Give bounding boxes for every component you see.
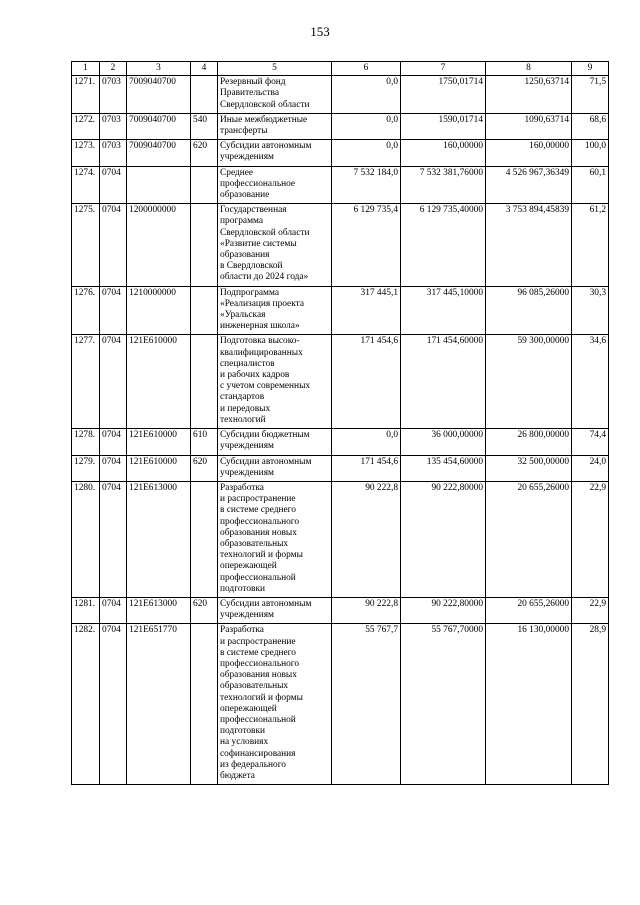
- item-name-line: Среднее: [220, 167, 254, 178]
- item-name-line: и распространение: [220, 636, 296, 647]
- refined-amount-cell: 160,00000: [401, 140, 486, 166]
- item-name-line: учреждениям: [220, 467, 274, 478]
- section-code-cell: 0703: [100, 76, 127, 114]
- executed-amount-cell: 20 655,26000: [486, 481, 572, 597]
- item-name-line: в системе среднего: [220, 505, 296, 516]
- target-article-cell: 7009040700: [127, 76, 191, 114]
- column-header: 1: [72, 62, 100, 76]
- item-name-line: и передовых: [220, 403, 271, 414]
- row-number-cell: 1271.: [72, 76, 100, 114]
- section-code-cell: 0704: [100, 455, 127, 481]
- planned-amount-cell: 171 454,6: [332, 455, 401, 481]
- execution-percent-cell: 68,6: [572, 113, 609, 139]
- section-code-cell: 0704: [100, 166, 127, 204]
- item-name-line: области до 2024 года»: [220, 272, 309, 283]
- item-name-line: «Реализация проекта: [220, 298, 305, 309]
- section-code-cell: 0704: [100, 204, 127, 286]
- target-article-cell: 121E613000: [127, 597, 191, 623]
- execution-percent-cell: 60,1: [572, 166, 609, 204]
- item-name-line: учреждениям: [220, 441, 274, 452]
- expense-type-cell: [191, 335, 218, 429]
- executed-amount-cell: 160,00000: [486, 140, 572, 166]
- execution-percent-cell: 22,9: [572, 597, 609, 623]
- table-row: [72, 597, 609, 623]
- executed-amount-cell: 3 753 894,45839: [486, 204, 572, 286]
- section-code-cell: 0704: [100, 624, 127, 785]
- refined-amount-cell: 7 532 381,76000: [401, 166, 486, 204]
- item-name-line: опережающей: [220, 561, 277, 572]
- executed-amount-cell: 16 130,00000: [486, 624, 572, 785]
- refined-amount-cell: 90 222,80000: [401, 481, 486, 597]
- item-name-line: бюджета: [220, 770, 255, 781]
- table-row: [72, 455, 609, 481]
- item-name-line: «Уральская: [220, 310, 266, 321]
- executed-amount-cell: 26 800,00000: [486, 429, 572, 455]
- executed-amount-cell: 96 085,26000: [486, 286, 572, 335]
- item-name-line: Резервный фонд: [220, 77, 286, 88]
- item-name-line: софинансирования: [220, 748, 296, 759]
- expense-type-cell: 610: [191, 429, 218, 455]
- item-name-line: в системе среднего: [220, 647, 296, 658]
- execution-percent-cell: 61,2: [572, 204, 609, 286]
- execution-percent-cell: 71,5: [572, 76, 609, 114]
- item-name-cell: [218, 286, 332, 335]
- row-number-cell: 1277.: [72, 335, 100, 429]
- row-number-cell: 1272.: [72, 113, 100, 139]
- item-name-line: образование: [220, 190, 270, 201]
- item-name-cell: [218, 455, 332, 481]
- expense-type-cell: 620: [191, 597, 218, 623]
- item-name-cell: [218, 624, 332, 785]
- column-header: 3: [127, 62, 191, 76]
- expense-type-cell: [191, 624, 218, 785]
- section-code-cell: 0704: [100, 335, 127, 429]
- target-article-cell: 7009040700: [127, 113, 191, 139]
- refined-amount-cell: 1590,01714: [401, 113, 486, 139]
- target-article-cell: 121E610000: [127, 455, 191, 481]
- item-name-line: образовательных: [220, 538, 289, 549]
- table-row: [72, 204, 609, 286]
- item-name-line: подготовки: [220, 726, 266, 737]
- item-name-line: «Развитие системы: [220, 238, 297, 249]
- item-name-line: образования: [220, 250, 270, 261]
- item-name-cell: [218, 166, 332, 204]
- execution-percent-cell: 28,9: [572, 624, 609, 785]
- item-name-line: специалистов: [220, 358, 275, 369]
- refined-amount-cell: 90 222,80000: [401, 597, 486, 623]
- item-name-cell: [218, 335, 332, 429]
- section-code-cell: 0704: [100, 286, 127, 335]
- target-article-cell: [127, 166, 191, 204]
- item-name-line: в Свердловской: [220, 261, 283, 272]
- table-row: [72, 286, 609, 335]
- section-code-cell: 0704: [100, 481, 127, 597]
- header-row: [72, 62, 609, 76]
- item-name-line: образовательных: [220, 681, 289, 692]
- row-number-cell: 1282.: [72, 624, 100, 785]
- expense-type-cell: [191, 76, 218, 114]
- table-row: [72, 113, 609, 139]
- column-header: 6: [332, 62, 401, 76]
- item-name-line: из федерального: [220, 759, 286, 770]
- item-name-line: программа: [220, 216, 264, 227]
- column-header: 2: [100, 62, 127, 76]
- execution-percent-cell: 30,3: [572, 286, 609, 335]
- execution-percent-cell: 22,9: [572, 481, 609, 597]
- refined-amount-cell: 1750,01714: [401, 76, 486, 114]
- item-name-line: профессионального: [220, 658, 300, 669]
- item-name-line: Свердловской области: [220, 227, 310, 238]
- column-header: 7: [401, 62, 486, 76]
- column-header: 5: [218, 62, 332, 76]
- expense-type-cell: [191, 204, 218, 286]
- item-name-line: с учетом современных: [220, 381, 311, 392]
- item-name-line: опережающей: [220, 703, 277, 714]
- item-name-line: Правительства: [220, 88, 279, 99]
- column-header: 9: [572, 62, 609, 76]
- item-name-cell: [218, 204, 332, 286]
- executed-amount-cell: 32 500,00000: [486, 455, 572, 481]
- item-name-line: и рабочих кадров: [220, 370, 290, 381]
- item-name-line: технологий: [220, 414, 266, 425]
- target-article-cell: 1210000000: [127, 286, 191, 335]
- planned-amount-cell: 317 445,1: [332, 286, 401, 335]
- item-name-line: профессиональное: [220, 178, 296, 189]
- item-name-line: и распространение: [220, 494, 296, 505]
- planned-amount-cell: 171 454,6: [332, 335, 401, 429]
- planned-amount-cell: 7 532 184,0: [332, 166, 401, 204]
- row-number-cell: 1278.: [72, 429, 100, 455]
- executed-amount-cell: 59 300,00000: [486, 335, 572, 429]
- section-code-cell: 0704: [100, 429, 127, 455]
- item-name-line: инженерная школа»: [220, 321, 300, 332]
- target-article-cell: 1200000000: [127, 204, 191, 286]
- target-article-cell: 121E613000: [127, 481, 191, 597]
- target-article-cell: 121E610000: [127, 335, 191, 429]
- target-article-cell: 121E651770: [127, 624, 191, 785]
- item-name-cell: [218, 140, 332, 166]
- refined-amount-cell: 171 454,60000: [401, 335, 486, 429]
- item-name-line: Субсидии бюджетным: [220, 430, 310, 441]
- expense-type-cell: 620: [191, 140, 218, 166]
- item-name-line: профессиональной: [220, 714, 296, 725]
- item-name-line: профессиональной: [220, 572, 296, 583]
- execution-percent-cell: 34,6: [572, 335, 609, 429]
- target-article-cell: 7009040700: [127, 140, 191, 166]
- row-number-cell: 1274.: [72, 166, 100, 204]
- expense-type-cell: 620: [191, 455, 218, 481]
- item-name-line: Подготовка высоко-: [220, 336, 300, 347]
- column-header: 4: [191, 62, 218, 76]
- item-name-line: на условиях: [220, 737, 269, 748]
- item-name-line: Иные межбюджетные: [220, 114, 308, 125]
- item-name-line: Разработка: [220, 625, 264, 636]
- item-name-cell: [218, 597, 332, 623]
- row-number-cell: 1279.: [72, 455, 100, 481]
- item-name-cell: [218, 113, 332, 139]
- execution-percent-cell: 24,0: [572, 455, 609, 481]
- table-row: [72, 481, 609, 597]
- planned-amount-cell: 0,0: [332, 429, 401, 455]
- table-row: [72, 166, 609, 204]
- table-row: [72, 335, 609, 429]
- item-name-line: профессионального: [220, 516, 300, 527]
- expense-type-cell: [191, 166, 218, 204]
- item-name-line: Подпрограмма: [220, 287, 280, 298]
- refined-amount-cell: 6 129 735,40000: [401, 204, 486, 286]
- item-name-line: Разработка: [220, 482, 264, 493]
- section-code-cell: 0703: [100, 140, 127, 166]
- refined-amount-cell: 135 454,60000: [401, 455, 486, 481]
- planned-amount-cell: 55 767,7: [332, 624, 401, 785]
- row-number-cell: 1276.: [72, 286, 100, 335]
- item-name-cell: [218, 76, 332, 114]
- refined-amount-cell: 55 767,70000: [401, 624, 486, 785]
- row-number-cell: 1273.: [72, 140, 100, 166]
- budget-table: [71, 61, 609, 785]
- page-number: 153: [310, 24, 330, 39]
- row-number-cell: 1275.: [72, 204, 100, 286]
- planned-amount-cell: 0,0: [332, 140, 401, 166]
- planned-amount-cell: 90 222,8: [332, 481, 401, 597]
- section-code-cell: 0703: [100, 113, 127, 139]
- planned-amount-cell: 90 222,8: [332, 597, 401, 623]
- item-name-line: образования новых: [220, 670, 297, 681]
- executed-amount-cell: 1090,63714: [486, 113, 572, 139]
- planned-amount-cell: 0,0: [332, 113, 401, 139]
- item-name-line: образования новых: [220, 527, 297, 538]
- table-row: [72, 429, 609, 455]
- item-name-line: трансферты: [220, 126, 268, 137]
- planned-amount-cell: 6 129 735,4: [332, 204, 401, 286]
- execution-percent-cell: 100,0: [572, 140, 609, 166]
- row-number-cell: 1280.: [72, 481, 100, 597]
- item-name-line: стандартов: [220, 392, 265, 403]
- target-article-cell: 121E610000: [127, 429, 191, 455]
- column-header: 8: [486, 62, 572, 76]
- row-number-cell: 1281.: [72, 597, 100, 623]
- expense-type-cell: 540: [191, 113, 218, 139]
- execution-percent-cell: 74,4: [572, 429, 609, 455]
- item-name-line: учреждениям: [220, 610, 274, 621]
- table-row: [72, 624, 609, 785]
- item-name-line: Государственная: [220, 205, 287, 216]
- item-name-line: Субсидии автономным: [220, 598, 312, 609]
- item-name-line: учреждениям: [220, 152, 274, 163]
- item-name-line: Субсидии автономным: [220, 141, 312, 152]
- table-row: [72, 76, 609, 114]
- table-row: [72, 140, 609, 166]
- item-name-line: квалифицированных: [220, 347, 303, 358]
- item-name-cell: [218, 429, 332, 455]
- item-name-line: технологий и формы: [220, 692, 303, 703]
- item-name-line: Свердловской области: [220, 99, 310, 110]
- executed-amount-cell: 20 655,26000: [486, 597, 572, 623]
- item-name-line: Субсидии автономным: [220, 456, 312, 467]
- refined-amount-cell: 317 445,10000: [401, 286, 486, 335]
- item-name-cell: [218, 481, 332, 597]
- item-name-line: подготовки: [220, 583, 266, 594]
- planned-amount-cell: 0,0: [332, 76, 401, 114]
- refined-amount-cell: 36 000,00000: [401, 429, 486, 455]
- section-code-cell: 0704: [100, 597, 127, 623]
- table-body: [72, 76, 609, 785]
- executed-amount-cell: 1250,63714: [486, 76, 572, 114]
- expense-type-cell: [191, 286, 218, 335]
- item-name-line: технологий и формы: [220, 550, 303, 561]
- executed-amount-cell: 4 526 967,36349: [486, 166, 572, 204]
- expense-type-cell: [191, 481, 218, 597]
